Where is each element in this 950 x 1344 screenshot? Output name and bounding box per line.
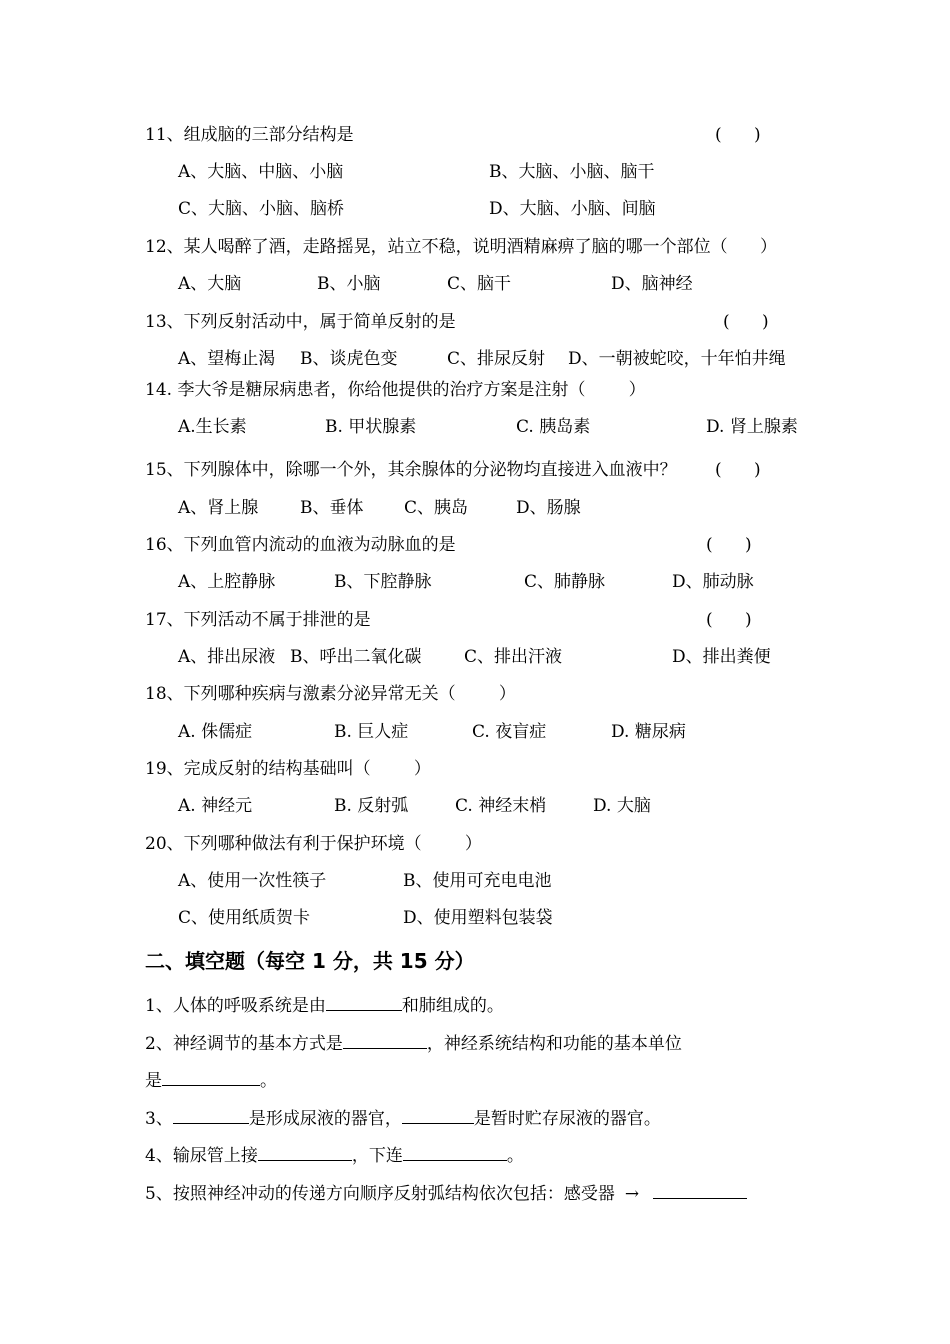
option-d: D. 糖尿病 (611, 722, 686, 742)
option-b: B. 甲状腺素 (325, 417, 417, 437)
option-c: C、肺静脉 (524, 572, 606, 592)
option-c: C. 胰岛素 (516, 417, 591, 437)
question-13-stem: 13、下列反射活动中，属于简单反射的是 (145, 312, 456, 332)
fill-text: 。 (506, 1146, 524, 1166)
question-19-stem: 19、完成反射的结构基础叫（ ） (145, 759, 431, 779)
fill-text: 是暂时贮存尿液的器官。 (473, 1109, 661, 1129)
fill-text: 5、按照神经冲动的传递方向顺序反射弧结构依次包括：感受器 (145, 1184, 615, 1204)
answer-paren: ( ) (706, 535, 752, 555)
fill-text: 。 (260, 1071, 277, 1091)
option-b: B、垂体 (300, 498, 364, 518)
question-14-stem: 14. 李大爷是糖尿病患者，你给他提供的治疗方案是注射（ ） (145, 380, 646, 400)
question-15-stem: 15、下列腺体中，除哪一个外，其余腺体的分泌物均直接进入血液中？ (145, 460, 677, 480)
option-a: A、使用一次性筷子 (178, 871, 327, 891)
answer-blank[interactable] (403, 1144, 507, 1161)
option-a: A. 神经元 (178, 796, 253, 816)
option-a: A、排出尿液 (178, 647, 276, 667)
option-a: A、肾上腺 (178, 498, 259, 518)
fill-question-1 (145, 994, 504, 1017)
question-20-stem: 20、下列哪种做法有利于保护环境（ ） (145, 834, 482, 854)
option-d: D、一朝被蛇咬，十年怕井绳 (568, 349, 786, 369)
option-d: D、脑神经 (611, 274, 693, 294)
fill-text: 4、输尿管上接 (145, 1146, 258, 1166)
option-b: B. 反射弧 (334, 796, 409, 816)
option-a: A. 侏儒症 (178, 722, 253, 742)
question-16-stem: 16、下列血管内流动的血液为动脉血的是 (145, 535, 456, 555)
fill-question-5 (145, 1182, 747, 1205)
option-c: C、大脑、小脑、脑桥 (178, 199, 345, 219)
option-c: C、使用纸质贺卡 (178, 908, 311, 928)
option-d: D、肺动脉 (672, 572, 754, 592)
fill-text: 1、人体的呼吸系统是由 (145, 996, 326, 1016)
answer-blank[interactable] (258, 1144, 352, 1161)
question-11-stem: 11、组成脑的三部分结构是 (145, 125, 354, 145)
question-17-stem: 17、下列活动不属于排泄的是 (145, 610, 371, 630)
answer-blank[interactable] (402, 1107, 474, 1124)
option-b: B、下腔静脉 (334, 572, 432, 592)
option-c: C、排尿反射 (447, 349, 546, 369)
fill-text: ，神经系统结构和功能的基本单位 (426, 1034, 682, 1054)
answer-paren: ( ) (715, 125, 761, 145)
option-d: D、排出粪便 (672, 647, 771, 667)
answer-blank[interactable] (326, 994, 402, 1011)
option-c: C、排出汗液 (464, 647, 563, 667)
fill-question-2-line2 (145, 1069, 277, 1092)
option-d: D. 大脑 (593, 796, 651, 816)
option-b: B、小脑 (317, 274, 381, 294)
option-b: B. 巨人症 (334, 722, 409, 742)
option-c: C、胰岛 (404, 498, 469, 518)
option-c: C. 神经末梢 (455, 796, 547, 816)
fill-text: 和肺组成的。 (401, 996, 504, 1016)
answer-blank[interactable] (162, 1069, 260, 1086)
question-18-stem: 18、下列哪种疾病与激素分泌异常无关（ ） (145, 684, 516, 704)
answer-paren: ( ) (715, 460, 761, 480)
option-a: A、大脑、中脑、小脑 (178, 162, 344, 182)
option-c: C、脑干 (447, 274, 512, 294)
fill-text: 是形成尿液的器官， (248, 1109, 402, 1129)
fill-text: 是 (145, 1071, 162, 1091)
option-c: C. 夜盲症 (472, 722, 547, 742)
option-d: D、肠腺 (516, 498, 581, 518)
option-b: B、使用可充电电池 (403, 871, 552, 891)
fill-question-3 (145, 1107, 661, 1130)
fill-question-4 (145, 1144, 524, 1167)
option-d: D、使用塑料包装袋 (403, 908, 553, 928)
question-12-stem: 12、某人喝醉了酒，走路摇晃，站立不稳，说明酒精麻痹了脑的哪一个部位（ ） (145, 237, 778, 257)
fill-text: 2、神经调节的基本方式是 (145, 1034, 343, 1054)
option-a: A.生长素 (178, 417, 247, 437)
fill-text: ，下连 (351, 1146, 403, 1166)
arrow-icon: → (624, 1184, 640, 1204)
answer-blank[interactable] (173, 1107, 249, 1124)
answer-paren: ( ) (723, 312, 769, 332)
section-title: 二、填空题（每空 1 分，共 15 分） (145, 949, 475, 973)
fill-question-2 (145, 1032, 682, 1055)
option-a: A、大脑 (178, 274, 242, 294)
option-d: D. 肾上腺素 (706, 417, 798, 437)
answer-paren: ( ) (706, 610, 752, 630)
option-b: B、谈虎色变 (300, 349, 398, 369)
option-d: D、大脑、小脑、间脑 (489, 199, 656, 219)
answer-blank[interactable] (343, 1032, 427, 1049)
answer-blank[interactable] (653, 1182, 747, 1199)
fill-text: 3、 (145, 1109, 173, 1129)
option-b: B、大脑、小脑、脑干 (489, 162, 655, 182)
option-a: A、望梅止渴 (178, 349, 276, 369)
option-b: B、呼出二氧化碳 (290, 647, 422, 667)
option-a: A、上腔静脉 (178, 572, 276, 592)
